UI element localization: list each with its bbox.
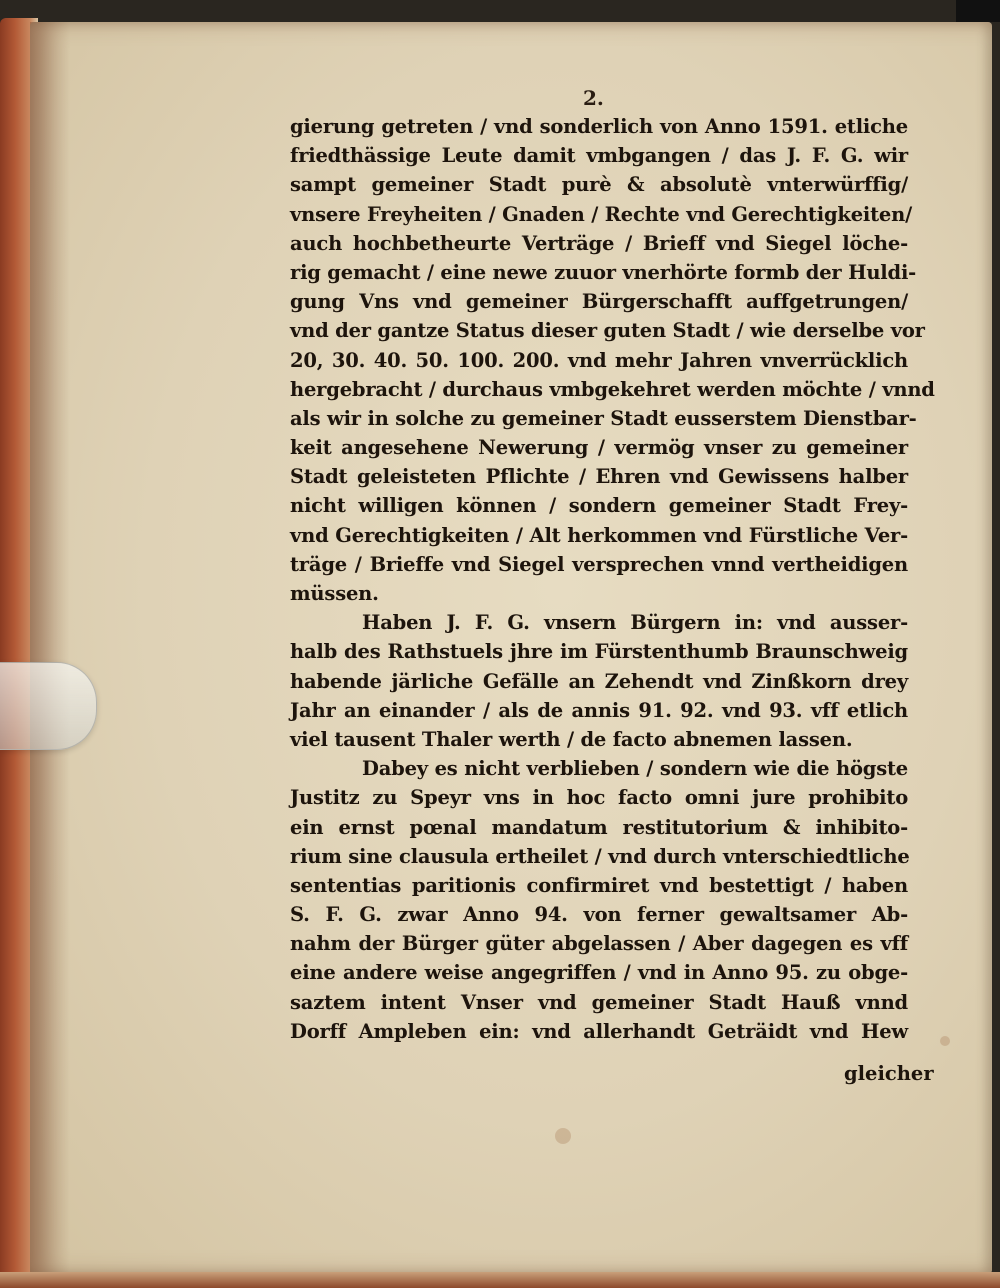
text-line: Dabey es nicht verblieben / sondern wie die högste [362,757,908,781]
text-line: vnsere Freyheiten / Gnaden / Rechte vnd Gerechtigkeiten/ [290,202,913,226]
text-line: saztem intent Vnser vnd gemeiner Stadt Hauß vnnd [290,990,908,1014]
text-line: viel tausent Thaler werth / de facto abnemen lassen. [290,727,853,751]
text-line: eine andere weise angegriffen / vnd in Anno 95. zu obge- [290,961,908,985]
text-line: nahm der Bürger güter abgelassen / Aber dagegen es vff [290,932,908,956]
gutter-shadow [30,22,70,1274]
paper-stain [555,1128,571,1144]
text-line: nicht willigen können / sondern gemeiner Stadt Frey- [290,494,908,518]
catchword: gleicher [844,1062,934,1085]
text-line: vnd der gantze Status dieser guten Stadt / wie derselbe vor [290,319,925,343]
text-line: Justitz zu Speyr vns in hoc facto omni jure prohibito [290,786,908,810]
text-line: als wir in solche zu gemeiner Stadt eusserstem Dienstbar- [290,406,917,430]
text-line: S. F. G. zwar Anno 94. von ferner gewaltsamer Ab- [290,903,908,927]
text-line: vnd Gerechtigkeiten / Alt herkommen vnd Fürstliche Ver- [290,523,908,547]
text-line: friedthässige Leute damit vmbgangen / das J. F. G. wir [290,144,908,168]
text-line: Stadt geleisteten Pflichte / Ehren vnd Gewissens halber [290,465,908,489]
text-line: hergebracht / durchaus vmbgekehret werden möchte / vnnd [290,377,935,401]
bottom-page-edge [0,1272,1000,1288]
text-line: rig gemacht / eine newe zuuor vnerhörte formb der Huldi- [290,260,917,284]
text-line: habende järliche Gefälle an Zehendt vnd Zinßkorn drey [290,669,908,693]
text-line: ein ernst pœnal mandatum restitutorium & inhibito- [290,815,908,839]
text-line: halb des Rathstuels jhre im Fürstenthumb Braunschweig [290,640,908,664]
text-line: Dorff Ampleben ein: vnd allerhandt Geträidt vnd Hew [290,1019,908,1043]
text-line: auch hochbetheurte Verträge / Brieff vnd Siegel löche- [290,231,908,255]
text-line: 20, 30. 40. 50. 100. 200. vnd mehr Jahren vnverrücklich [290,348,908,372]
text-line: keit angesehene Newerung / vermög vnser zu gemeiner [290,436,908,460]
dark-background-corner [956,0,1000,22]
text-line: träge / Brieffe vnd Siegel versprechen vnnd vertheidigen [290,552,908,576]
page-number: 2. [583,86,604,110]
paper-stain [940,1036,950,1046]
text-line: sampt gemeiner Stadt purè & absolutè vnterwürffig/ [290,173,908,197]
body-text [290,112,935,1046]
text-line: sententias paritionis confirmiret vnd bestettigt / haben [290,873,908,897]
page-tab-marker [0,662,97,750]
text-line: gung Vns vnd gemeiner Bürgerschafft auffgetrungen/ [290,290,908,314]
text-line: gierung getreten / vnd sonderlich von Anno 1591. etliche [290,115,908,138]
text-line: Jahr an einander / als de annis 91. 92. vnd 93. vff etlich [290,698,908,722]
text-line: rium sine clausula ertheilet / vnd durch vnterschiedtliche [290,844,910,868]
text-line: Haben J. F. G. vnsern Bürgern in: vnd ausser- [362,611,908,635]
text-line: müssen. [290,582,379,605]
